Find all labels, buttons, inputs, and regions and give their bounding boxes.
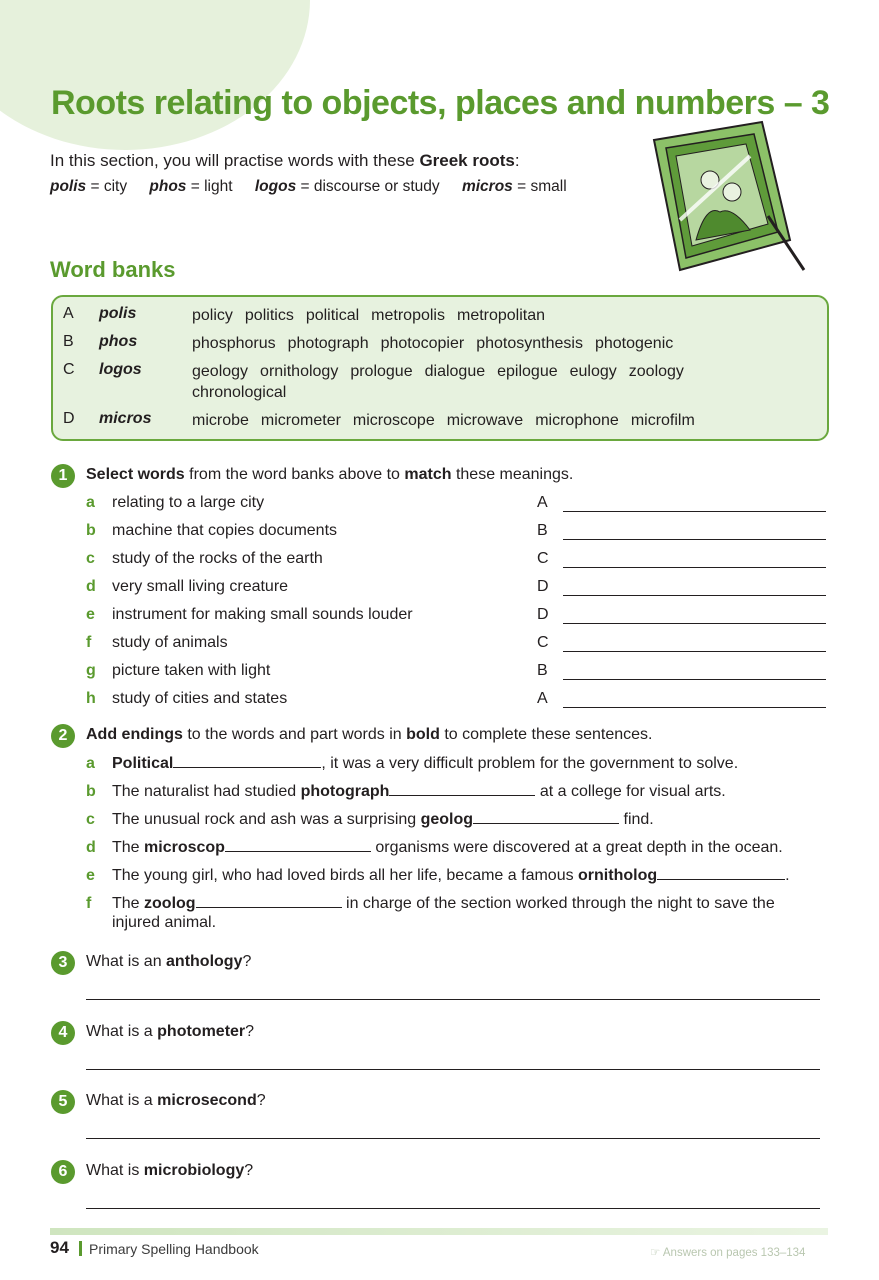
q1-item: e instrument for making small sounds louder [86,606,413,623]
bank-letter: C [63,361,75,378]
fill-in-blank[interactable] [389,782,535,796]
q2-item: e The young girl, who had loved birds all her life, became a famous ornitholog . [86,867,790,884]
answer-blank[interactable] [563,539,826,540]
root-item: logos = discourse or study [254,178,440,195]
question-5-text: What is a microsecond? [86,1092,266,1109]
bank-root: polis [99,305,137,322]
question-1-instruction: Select words from the word banks above to match these meanings. [86,466,574,483]
q1-item: a relating to a large city [86,494,265,511]
question-3-text: What is an anthology? [86,953,252,970]
bank-hint: B [537,522,548,539]
bank-hint: C [537,550,549,567]
word-banks-heading: Word banks [50,257,176,282]
book-title: Primary Spelling Handbook [89,1241,259,1257]
word-bank-row [63,333,752,354]
answer-blank[interactable] [563,707,826,708]
bank-root: logos [99,361,142,378]
footer-bar [50,1228,828,1235]
answer-line[interactable] [86,999,820,1000]
photo-frame-illustration [640,120,815,280]
fill-in-blank[interactable] [657,866,785,880]
answer-blank[interactable] [563,651,826,652]
answer-line[interactable] [86,1138,820,1139]
answer-blank[interactable] [563,511,826,512]
question-2-instruction: Add endings to the words and part words in bold to complete these sentences. [86,726,653,743]
root-item: polis = city [50,178,128,195]
answer-line[interactable] [86,1069,820,1070]
fill-in-blank[interactable] [196,894,342,908]
fill-in-blank[interactable] [473,810,619,824]
word-banks-box [51,295,829,441]
bank-words: phosphorus photograph photocopier photosynthesis photogenic [192,335,674,352]
answer-blank[interactable] [563,595,826,596]
q2-item: a Political , it was a very difficult problem for the government to solve. [86,755,739,772]
bank-hint: D [537,578,549,595]
question-number: 1 [51,464,75,488]
bank-hint: C [537,634,549,651]
q1-item: c study of the rocks of the earth [86,550,323,567]
word-bank-row [63,361,752,403]
fill-in-blank[interactable] [173,754,321,768]
q2-item: b The naturalist had studied photograph at a college for visual arts. [86,783,726,800]
answer-line[interactable] [86,1208,820,1209]
question-number: 4 [51,1021,75,1045]
roots-list [50,178,585,196]
question-number: 3 [51,951,75,975]
q2-item: d The microscop organisms were discovered at a great depth in the ocean. [86,839,783,856]
word-bank-row [63,410,752,431]
bank-words: geology ornithology prologue dialogue epilogue eulogy zoology chronological [192,363,684,401]
bank-words: microbe micrometer microscope microwave microphone microfilm [192,412,695,429]
bank-words: policy politics political metropolis metropolitan [192,307,546,324]
q1-item: g picture taken with light [86,662,271,679]
bank-letter: D [63,410,75,427]
fill-in-blank[interactable] [225,838,371,852]
word-bank-row [63,305,752,326]
intro-text: In this section, you will practise words with these Greek roots: [50,151,520,170]
q1-item: d very small living creature [86,578,289,595]
question-number: 6 [51,1160,75,1184]
bank-hint: B [537,662,548,679]
bank-root: micros [99,410,152,427]
answer-blank[interactable] [563,679,826,680]
q1-item: h study of cities and states [86,690,288,707]
page-title: Roots relating to objects, places and numbers – 3 [51,84,830,122]
q1-item: b machine that copies documents [86,522,338,539]
question-number: 2 [51,724,75,748]
q2-item-continuation: injured animal. [112,914,217,931]
q2-item: f The zoolog in charge of the section worked through the night to save the [86,895,775,912]
question-number: 5 [51,1090,75,1114]
answer-blank[interactable] [563,623,826,624]
pointing-hand-icon: ☞ [650,1247,663,1259]
bank-letter: B [63,333,74,350]
bank-hint: A [537,494,548,511]
bank-letter: A [63,305,74,322]
q1-item: f study of animals [86,634,228,651]
question-6-text: What is microbiology? [86,1162,254,1179]
page-number: 94 [50,1238,69,1257]
bank-root: phos [99,333,138,350]
bank-hint: D [537,606,549,623]
answers-reference: ☞ Answers on pages 133–134 [650,1247,806,1259]
q2-item: c The unusual rock and ash was a surprising geolog find. [86,811,654,828]
root-item: micros = small [461,178,567,195]
question-4-text: What is a photometer? [86,1023,255,1040]
footer-divider [79,1241,82,1256]
answer-blank[interactable] [563,567,826,568]
background-blob [0,0,310,150]
bank-hint: A [537,690,548,707]
root-item: phos = light [149,178,233,195]
